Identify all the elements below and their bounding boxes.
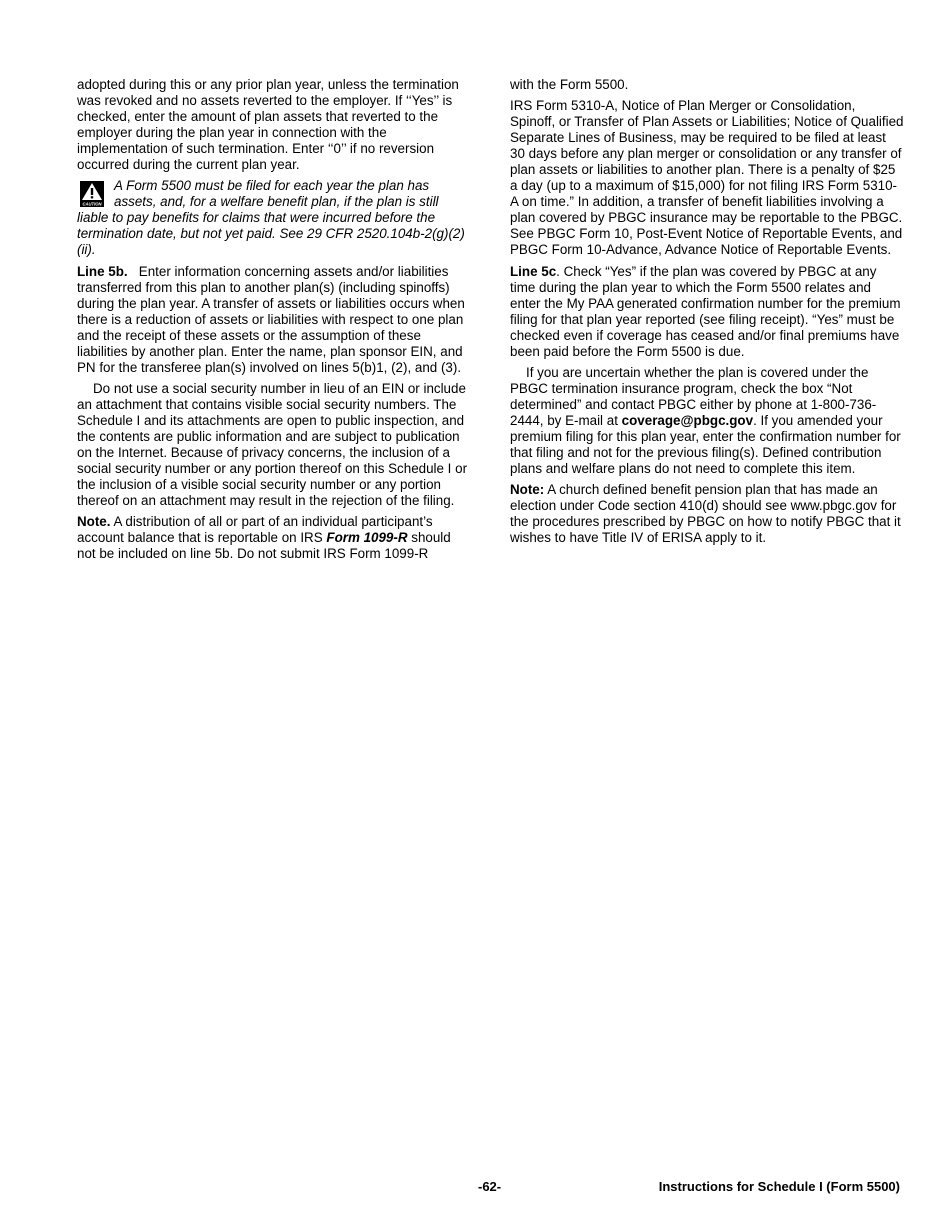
footer-title: Instructions for Schedule I (Form 5500) [658, 1179, 900, 1194]
caution-icon-label: CAUTION [82, 201, 102, 207]
line-5c-heading: Line 5c [510, 263, 557, 279]
note-heading: Note. [77, 514, 111, 530]
church-note-heading: Note: [510, 482, 545, 498]
form-1099r-reference: Form 1099-R [326, 530, 408, 546]
line-5c-paragraph [510, 264, 904, 360]
uncertain-paragraph [510, 365, 904, 477]
uncertain-text-after: . If you amended your premium filing for this plan year, enter the confirmation number for that filing and not for the previous filing(s). Defined contribution plans and welfare plans do not need to complete this item. [510, 412, 901, 477]
ssn-paragraph: Do not use a social security number in lieu of an EIN or include an attachment that contains visible social security numbers. The Schedule I and its attachments are open to public inspection, and the contents are public information and are subject to publication on the Internet. Because of privacy concerns, the inclusion of a social security number or any portion thereof on this Schedule I or the inclusion of a visible social security number or any portion thereof on an attachment may result in the rejection of the filing. [77, 380, 468, 509]
church-plan-note [510, 482, 904, 546]
left-column [77, 77, 473, 567]
page-number: -62- [478, 1179, 502, 1194]
line-5b-text: Enter information concerning assets and/or liabilities transferred from this plan to another plan(s) (including spinoffs) during the plan year. A transfer of assets or liabilities occurs when there is a reduction of assets or liabilities with respect to one plan and the receipt of these assets or the assumption of these liabilities by another plan. Enter the name, plan sponsor EIN, and PN for the transferee plan(s) involved on lines 5(b)1, (2), and (3). [77, 263, 465, 375]
caution-block [77, 178, 473, 258]
form-5310a-paragraph: IRS Form 5310-A, Notice of Plan Merger or Consolidation, Spinoff, or Transfer of Plan Assets or Liabilities; Notice of Qualified Separate Lines of Business, may be required to be filed at least 30 days before any plan merger or consolidation or any transfer of plan assets or liabilities to another plan. There is a penalty of $25 a day (up to a maximum of $15,000) for not filing IRS Form 5310-A on time.” In addition, a transfer of benefit liabilities involving a plan covered by PBGC insurance may be reportable to the PBGC. See PBGC Form 10, Post-Event Notice of Reportable Events, and PBGC Form 10-Advance, Advance Notice of Reportable Events. [510, 98, 904, 258]
pbgc-email: coverage@pbgc.gov [621, 412, 754, 428]
intro-paragraph: adopted during this or any prior plan year, unless the termination was revoked and no assets reverted to the employer. If ‘‘Yes’’ is checked, enter the amount of plan assets that reverted to the employer during the plan year in connection with the implementation of such termination. Enter ‘‘0’’ if no reversion occurred during the current plan year. [77, 77, 459, 173]
caution-icon [80, 181, 104, 207]
uncertain-text-before: If you are uncertain whether the plan is covered under the PBGC termination insurance program, check the box “Not determined” and contact PBGC either by phone at 1-800-736-2444, by E-mail at [510, 364, 877, 428]
caution-text: A Form 5500 must be filed for each year the plan has assets, and, for a welfare benefit plan, if the plan is still liable to pay benefits for claims that were incurred before the termination date, but not yet paid. See 29 CFR 2520.104b-2(g)(2)(ii). [77, 178, 465, 258]
continuation-text: with the Form 5500. [510, 77, 629, 92]
line-5b-paragraph [77, 264, 473, 376]
right-column [510, 77, 904, 551]
note-text-after: should not be included on line 5b. Do not submit IRS Form 1099-R [77, 530, 451, 562]
note-paragraph [77, 514, 473, 562]
line-5b-heading: Line 5b. [77, 263, 128, 279]
line-5c-text: . Check “Yes” if the plan was covered by PBGC at any time during the plan year to which the Form 5500 relates and enter the My PAA generated confirmation number for the premium filing for that plan year reported (see filing receipt). “Yes” must be checked even if coverage has ceased and/or final premiums have been paid before the Form 5500 is due. [510, 263, 901, 359]
note-text-before: A distribution of all or part of an individual participant’s account balance that is reportable on IRS [77, 514, 433, 546]
church-note-text: A church defined benefit pension plan that has made an election under Code section 410(d) should see www.pbgc.gov for the procedures prescribed by PBGC on how to notify PBGC that it wishes to have Title IV of ERISA apply to it. [510, 482, 901, 546]
